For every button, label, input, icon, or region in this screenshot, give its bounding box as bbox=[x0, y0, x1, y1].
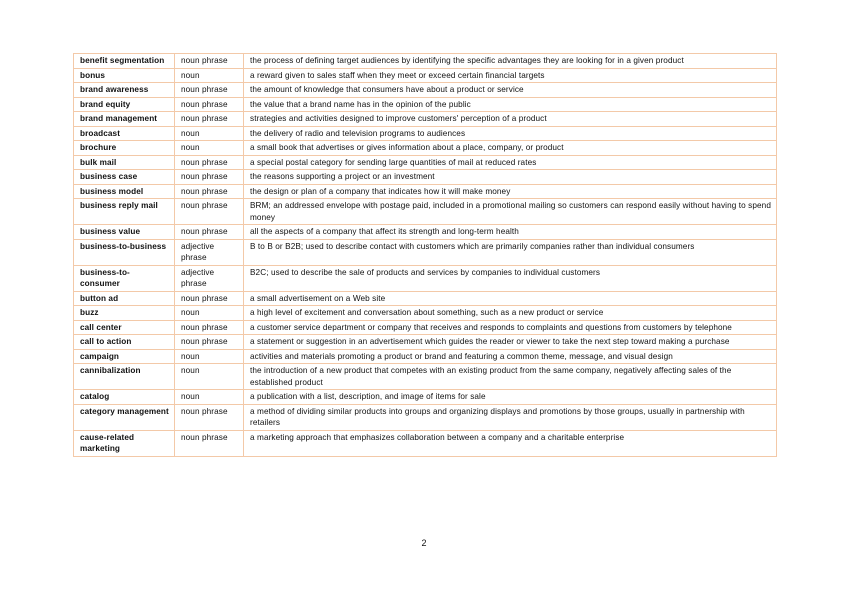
table-row bbox=[74, 390, 777, 405]
part-of-speech-cell: noun phrase bbox=[175, 54, 244, 69]
term-cell: campaign bbox=[74, 349, 175, 364]
part-of-speech-cell: noun bbox=[175, 126, 244, 141]
part-of-speech-cell: adjective phrase bbox=[175, 239, 244, 265]
part-of-speech-cell: noun phrase bbox=[175, 199, 244, 225]
term-cell: button ad bbox=[74, 291, 175, 306]
part-of-speech-cell: noun phrase bbox=[175, 112, 244, 127]
part-of-speech-cell: noun bbox=[175, 141, 244, 156]
term-cell: brand equity bbox=[74, 97, 175, 112]
part-of-speech-cell: noun phrase bbox=[175, 225, 244, 240]
term-cell: business reply mail bbox=[74, 199, 175, 225]
term-cell: buzz bbox=[74, 306, 175, 321]
part-of-speech-cell: noun phrase bbox=[175, 320, 244, 335]
definition-cell: the introduction of a new product that competes with an existing product from the same company, negatively affecting sales of the established product bbox=[244, 364, 777, 390]
table-row bbox=[74, 291, 777, 306]
term-cell: business value bbox=[74, 225, 175, 240]
table-row bbox=[74, 184, 777, 199]
term-cell: call to action bbox=[74, 335, 175, 350]
term-cell: broadcast bbox=[74, 126, 175, 141]
definition-cell: a small book that advertises or gives information about a place, company, or product bbox=[244, 141, 777, 156]
definition-cell: the delivery of radio and television programs to audiences bbox=[244, 126, 777, 141]
table-row bbox=[74, 306, 777, 321]
table-row bbox=[74, 126, 777, 141]
part-of-speech-cell: noun phrase bbox=[175, 404, 244, 430]
table-row bbox=[74, 239, 777, 265]
table-row bbox=[74, 199, 777, 225]
term-cell: brochure bbox=[74, 141, 175, 156]
term-cell: business-to-business bbox=[74, 239, 175, 265]
part-of-speech-cell: noun bbox=[175, 306, 244, 321]
part-of-speech-cell: adjective phrase bbox=[175, 265, 244, 291]
definition-cell: B to B or B2B; used to describe contact with customers which are primarily companies rather than individual consumers bbox=[244, 239, 777, 265]
definition-cell: the value that a brand name has in the opinion of the public bbox=[244, 97, 777, 112]
definition-cell: the reasons supporting a project or an investment bbox=[244, 170, 777, 185]
table-row bbox=[74, 430, 777, 456]
table-row bbox=[74, 112, 777, 127]
definition-cell: a small advertisement on a Web site bbox=[244, 291, 777, 306]
definition-cell: a statement or suggestion in an advertisement which guides the reader or viewer to take the next step toward making a purchase bbox=[244, 335, 777, 350]
definition-cell: a reward given to sales staff when they meet or exceed certain financial targets bbox=[244, 68, 777, 83]
term-cell: call center bbox=[74, 320, 175, 335]
page-number: 2 bbox=[421, 538, 427, 548]
term-cell: cause-related marketing bbox=[74, 430, 175, 456]
part-of-speech-cell: noun phrase bbox=[175, 184, 244, 199]
term-cell: cannibalization bbox=[74, 364, 175, 390]
part-of-speech-cell: noun bbox=[175, 364, 244, 390]
part-of-speech-cell: noun bbox=[175, 390, 244, 405]
part-of-speech-cell: noun phrase bbox=[175, 170, 244, 185]
definition-cell: a special postal category for sending large quantities of mail at reduced rates bbox=[244, 155, 777, 170]
definition-cell: a high level of excitement and conversation about something, such as a new product or service bbox=[244, 306, 777, 321]
term-cell: business-to-consumer bbox=[74, 265, 175, 291]
table-row bbox=[74, 141, 777, 156]
table-row bbox=[74, 265, 777, 291]
table-row bbox=[74, 83, 777, 98]
term-cell: brand management bbox=[74, 112, 175, 127]
part-of-speech-cell: noun phrase bbox=[175, 83, 244, 98]
definition-cell: BRM; an addressed envelope with postage paid, included in a promotional mailing so customers can respond easily without having to spend money bbox=[244, 199, 777, 225]
term-cell: bonus bbox=[74, 68, 175, 83]
part-of-speech-cell: noun phrase bbox=[175, 97, 244, 112]
term-cell: category management bbox=[74, 404, 175, 430]
table-row bbox=[74, 170, 777, 185]
definition-cell: B2C; used to describe the sale of products and services by companies to individual customers bbox=[244, 265, 777, 291]
part-of-speech-cell: noun phrase bbox=[175, 335, 244, 350]
definition-cell: a publication with a list, description, and image of items for sale bbox=[244, 390, 777, 405]
term-cell: business model bbox=[74, 184, 175, 199]
table-row bbox=[74, 349, 777, 364]
term-cell: catalog bbox=[74, 390, 175, 405]
definition-cell: the design or plan of a company that indicates how it will make money bbox=[244, 184, 777, 199]
part-of-speech-cell: noun phrase bbox=[175, 155, 244, 170]
part-of-speech-cell: noun phrase bbox=[175, 430, 244, 456]
table-row bbox=[74, 364, 777, 390]
table-row bbox=[74, 335, 777, 350]
table-row bbox=[74, 225, 777, 240]
definition-cell: activities and materials promoting a product or brand and featuring a common theme, message, and visual design bbox=[244, 349, 777, 364]
term-cell: bulk mail bbox=[74, 155, 175, 170]
definition-cell: a marketing approach that emphasizes collaboration between a company and a charitable enterprise bbox=[244, 430, 777, 456]
term-cell: brand awareness bbox=[74, 83, 175, 98]
term-cell: benefit segmentation bbox=[74, 54, 175, 69]
term-cell: business case bbox=[74, 170, 175, 185]
glossary-body bbox=[74, 54, 777, 457]
definition-cell: a method of dividing similar products into groups and organizing displays and promotions by those groups, usually in partnership with retailers bbox=[244, 404, 777, 430]
part-of-speech-cell: noun phrase bbox=[175, 291, 244, 306]
part-of-speech-cell: noun bbox=[175, 68, 244, 83]
table-row bbox=[74, 404, 777, 430]
glossary-table bbox=[73, 53, 777, 457]
table-row bbox=[74, 320, 777, 335]
table-row bbox=[74, 54, 777, 69]
definition-cell: the amount of knowledge that consumers have about a product or service bbox=[244, 83, 777, 98]
definition-cell: all the aspects of a company that affect its strength and long-term health bbox=[244, 225, 777, 240]
table-row bbox=[74, 97, 777, 112]
table-row bbox=[74, 68, 777, 83]
definition-cell: a customer service department or company that receives and responds to complaints and questions from customers by telephone bbox=[244, 320, 777, 335]
part-of-speech-cell: noun bbox=[175, 349, 244, 364]
table-row bbox=[74, 155, 777, 170]
definition-cell: the process of defining target audiences by identifying the specific advantages they are looking for in a given product bbox=[244, 54, 777, 69]
definition-cell: strategies and activities designed to improve customers' perception of a product bbox=[244, 112, 777, 127]
